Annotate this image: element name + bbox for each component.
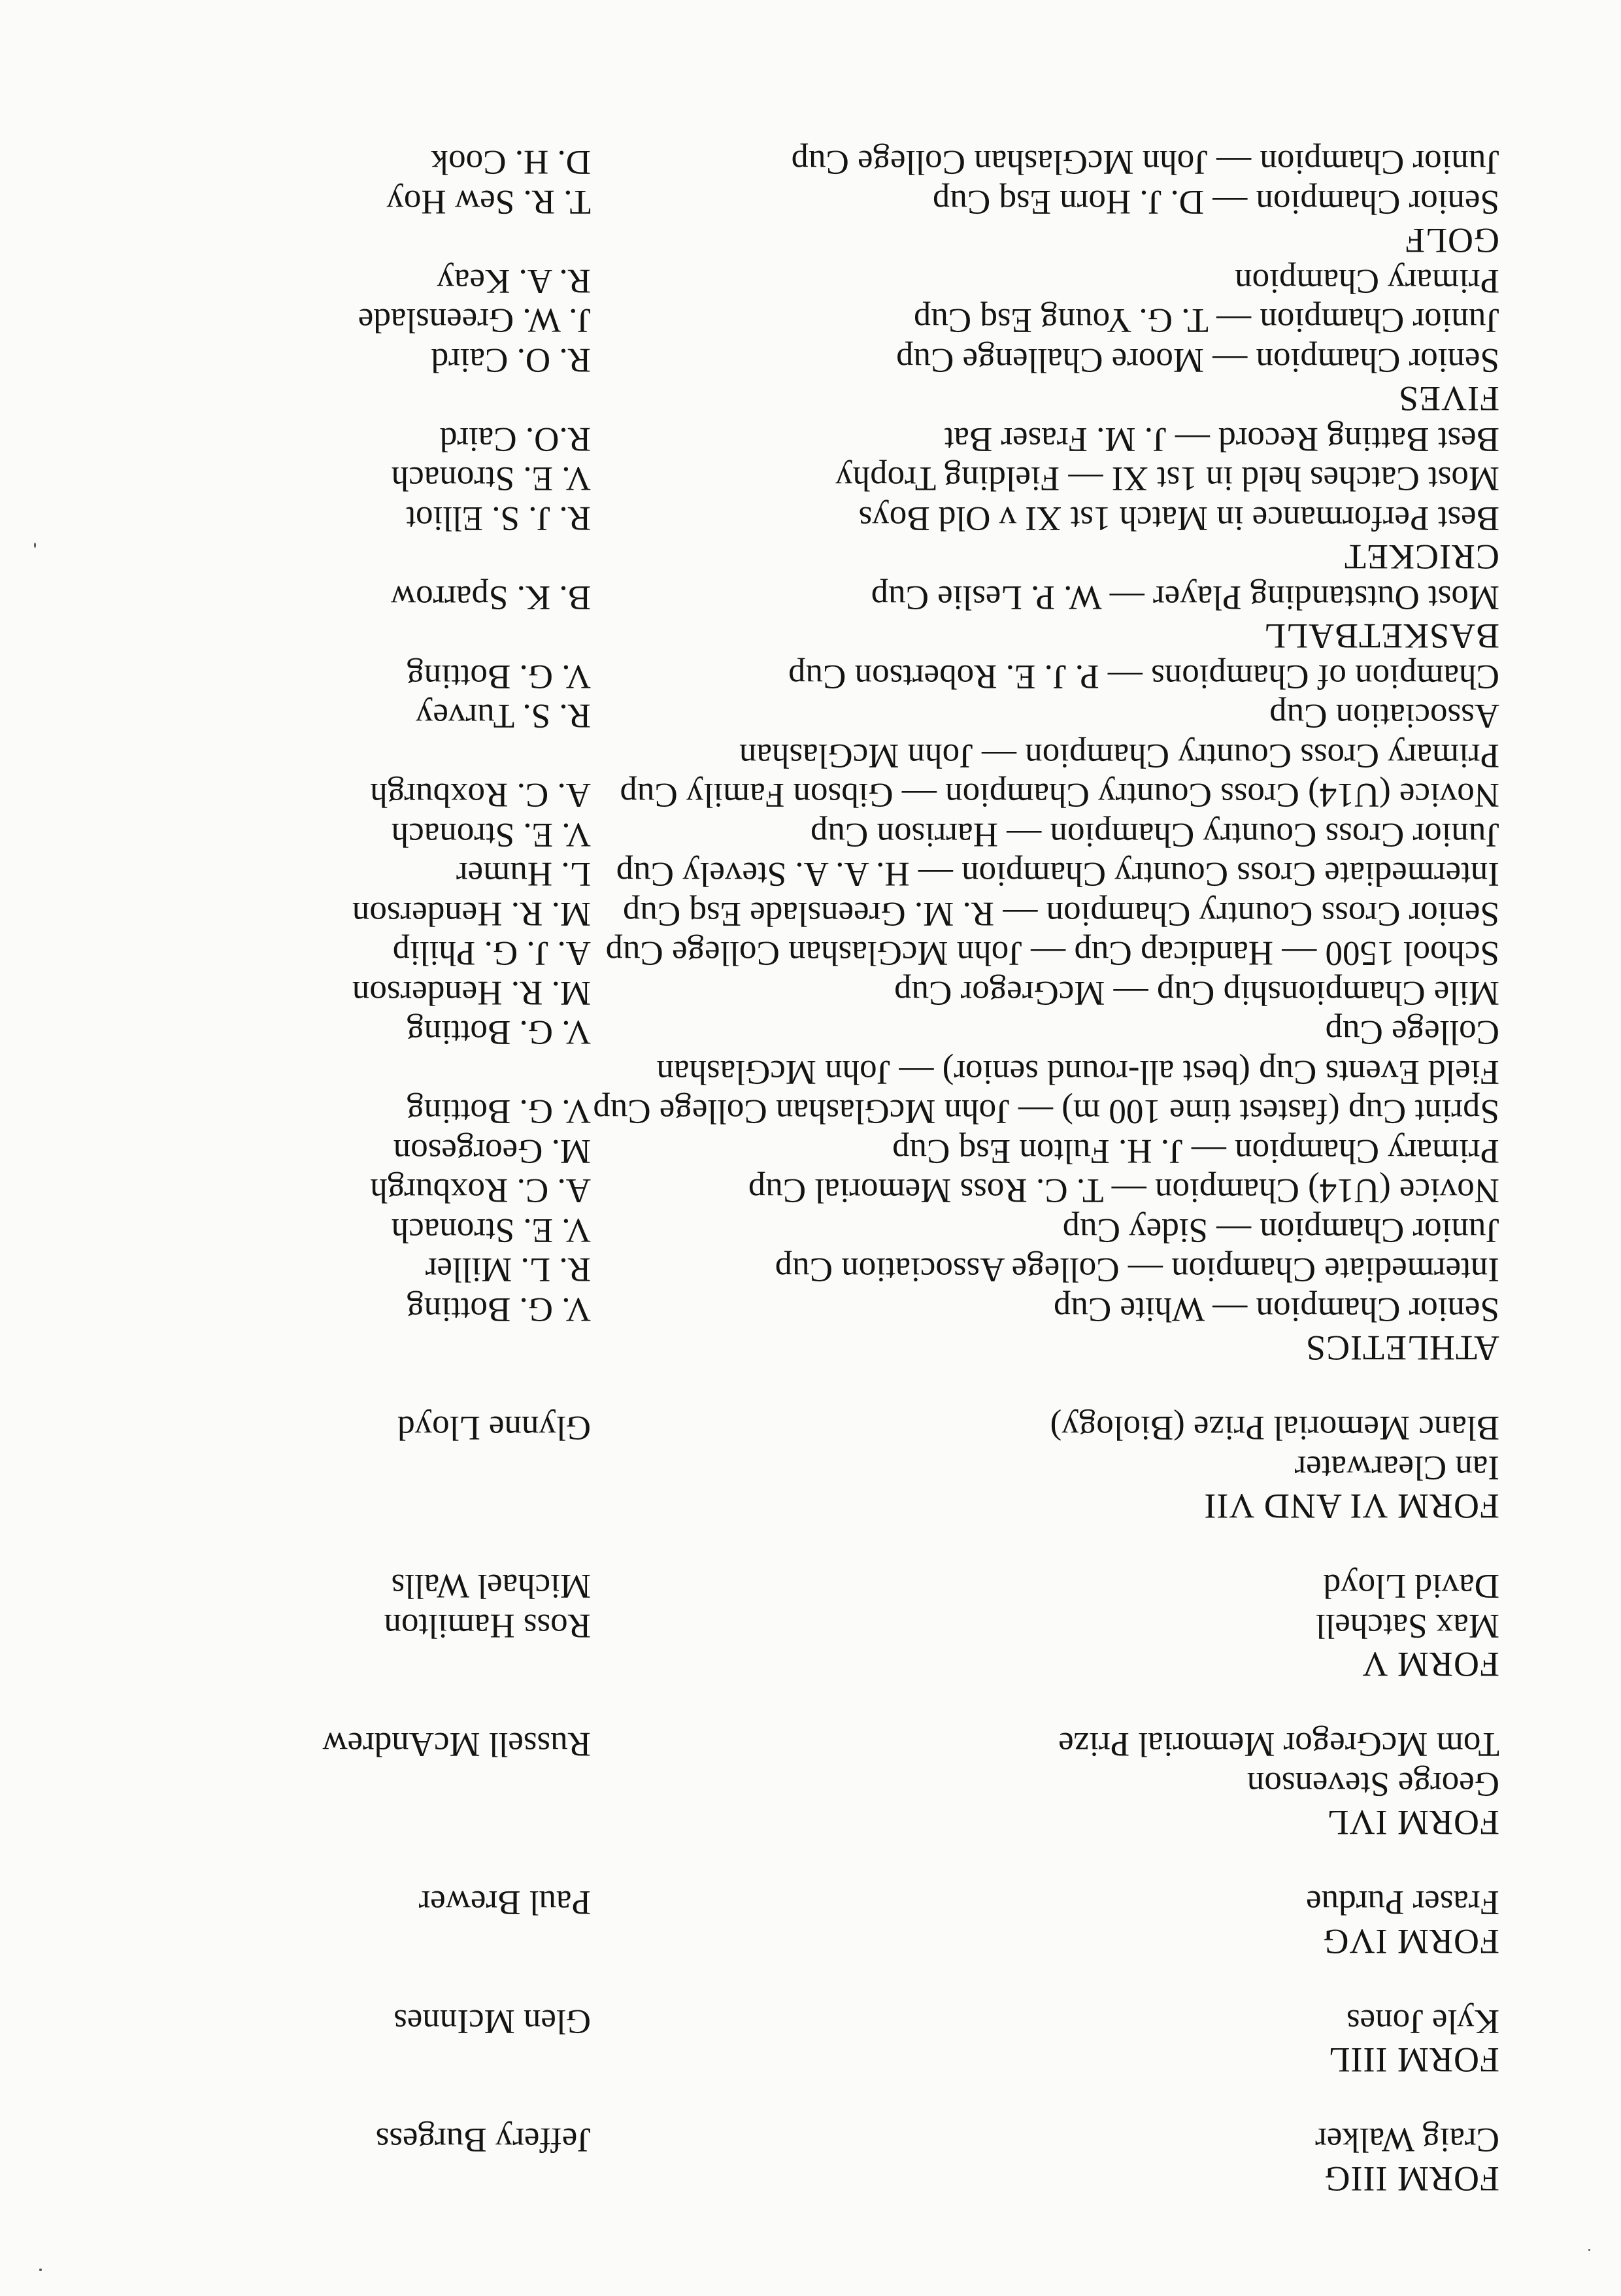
award-title: Primary Cross Country Champion — John McGlashan bbox=[739, 737, 1499, 775]
section-heading-form-ivg: FORM IVG bbox=[1322, 1922, 1499, 1961]
award-row bbox=[140, 499, 1499, 539]
award-row bbox=[140, 2120, 1499, 2160]
recipient-name: R. J. S. Elliot bbox=[406, 499, 591, 537]
award-title: Champion of Champions — P. J. E. Robertson Cup bbox=[788, 658, 1499, 696]
spacer bbox=[140, 1844, 1499, 1883]
recipient-name: Ross Hamilton bbox=[384, 1607, 591, 1645]
spacer bbox=[140, 2081, 1499, 2121]
award-row bbox=[140, 854, 1499, 894]
recipient-name: R. S. Turvey bbox=[415, 697, 591, 735]
recipient-name: L. Humer bbox=[456, 855, 591, 894]
recipient-name: D. H. Cook bbox=[431, 143, 591, 182]
recipient-name: R.O. Caird bbox=[439, 420, 591, 458]
recipient-name: Glen McInnes bbox=[393, 2002, 591, 2040]
recipient-name: R. A. Keay bbox=[437, 262, 591, 300]
section-heading-fives: FIVES bbox=[1397, 379, 1499, 419]
award-title: Max Satchell bbox=[1315, 1607, 1499, 1645]
recipient-name: M. Georgeson bbox=[393, 1132, 591, 1170]
section-heading-form-ivl: FORM IVL bbox=[1326, 1803, 1499, 1843]
recipient-name: M. R. Henderson bbox=[352, 895, 591, 933]
section-heading-cricket: CRICKET bbox=[1343, 537, 1499, 577]
recipient-name: V. E. Stronach bbox=[391, 460, 591, 498]
recipient-name: A. C. Roxburgh bbox=[370, 776, 591, 815]
award-title: Junior Champion — Sidey Cup bbox=[1062, 1211, 1499, 1249]
award-title: College Cup bbox=[1325, 1013, 1499, 1052]
award-title: Junior Champion — T. G. Young Esq Cup bbox=[913, 301, 1499, 340]
award-title: Junior Cross Country Champion — Harrison Cup bbox=[810, 816, 1499, 854]
award-title: Most Catches held in 1st XI — Fielding Trophy bbox=[835, 460, 1499, 498]
recipient-name: T. R. Sew Hoy bbox=[386, 183, 591, 221]
award-row bbox=[140, 1132, 1499, 1172]
award-title: Kyle Jones bbox=[1346, 2002, 1499, 2040]
award-row bbox=[140, 775, 1499, 815]
award-title: Craig Walker bbox=[1315, 2121, 1499, 2159]
award-row bbox=[140, 1566, 1499, 1606]
award-row bbox=[140, 1013, 1499, 1053]
award-row bbox=[140, 657, 1499, 697]
award-row bbox=[140, 143, 1499, 182]
award-title: Intermediate Champion — College Association Cup bbox=[775, 1251, 1499, 1289]
award-title: Ian Clearwater bbox=[1294, 1449, 1499, 1487]
recipient-name: R. O. Caird bbox=[431, 341, 591, 379]
award-row bbox=[140, 1171, 1499, 1211]
award-row bbox=[140, 1764, 1499, 1804]
award-row bbox=[140, 459, 1499, 499]
award-title: Senior Cross Country Champion — R. M. Greenslade Esq Cup bbox=[622, 895, 1499, 933]
award-title: Junior Champion — John McGlashan College Cup bbox=[791, 143, 1499, 182]
award-row bbox=[140, 578, 1499, 618]
recipient-name: B. K. Sparrow bbox=[390, 579, 591, 616]
scan-speck bbox=[34, 543, 36, 548]
award-row bbox=[140, 1448, 1499, 1488]
recipient-name: J. W. Greenslade bbox=[358, 301, 591, 340]
recipient-name: V. G. Botting bbox=[407, 1092, 591, 1131]
award-title: Blanc Memorial Prize (Biology) bbox=[1050, 1409, 1499, 1447]
recipient-name: A. J. G. Philip bbox=[392, 934, 591, 973]
award-title: Sprint Cup (fastest time 100 m) — John McGlashan College Cup bbox=[593, 1092, 1499, 1131]
section-heading-golf: GOLF bbox=[1404, 221, 1499, 261]
award-row bbox=[140, 1606, 1499, 1646]
award-title: Senior Champion — Moore Challenge Cup bbox=[896, 341, 1499, 379]
award-title: Novice (U14) Champion — T. C. Ross Memorial Cup bbox=[748, 1172, 1499, 1210]
recipient-name: Michael Walls bbox=[391, 1567, 591, 1606]
section-heading-form-iiil: FORM IIIL bbox=[1328, 2040, 1499, 2080]
awards-list bbox=[140, 143, 1499, 2199]
section-heading-form-iiig: FORM IIIG bbox=[1324, 2159, 1499, 2199]
spacer bbox=[140, 1369, 1499, 1409]
recipient-name: R. L. Miller bbox=[425, 1251, 591, 1289]
award-row bbox=[140, 341, 1499, 380]
award-title: Mile Championship Cup — McGregor Cup bbox=[894, 974, 1499, 1012]
section-heading-form-v: FORM V bbox=[1362, 1645, 1499, 1685]
award-title: Fraser Purdue bbox=[1306, 1883, 1499, 1922]
recipient-name: V. E. Stronach bbox=[391, 1211, 591, 1249]
award-row bbox=[140, 2002, 1499, 2042]
recipient-name: M. R. Henderson bbox=[352, 974, 591, 1012]
award-row bbox=[140, 815, 1499, 855]
award-title: David Lloyd bbox=[1323, 1567, 1499, 1606]
award-row bbox=[140, 420, 1499, 460]
award-row bbox=[140, 1290, 1499, 1330]
award-row bbox=[140, 262, 1499, 301]
award-title: Association Cup bbox=[1269, 697, 1499, 735]
award-row bbox=[140, 301, 1499, 341]
award-row bbox=[140, 1250, 1499, 1290]
award-title: George Stevenson bbox=[1246, 1765, 1499, 1803]
award-title: Intermediate Cross Country Champion — H. A. A. Stevely Cup bbox=[616, 855, 1499, 894]
award-title: Novice (U14) Cross Country Champion — Gibson Family Cup bbox=[620, 776, 1499, 815]
spacer bbox=[140, 1527, 1499, 1567]
spacer bbox=[140, 1685, 1499, 1725]
recipient-name: Russell McAndrew bbox=[322, 1725, 591, 1764]
award-title: Senior Champion — D. J. Horn Esq Cup bbox=[932, 183, 1499, 221]
award-row bbox=[140, 894, 1499, 934]
award-title: Senior Champion — White Cup bbox=[1053, 1291, 1499, 1328]
recipient-name: V. E. Stronach bbox=[391, 816, 591, 854]
recipient-name: V. G. Botting bbox=[407, 658, 591, 696]
award-row bbox=[140, 1053, 1499, 1092]
award-row bbox=[140, 182, 1499, 222]
section-heading-basketball: BASKETBALL bbox=[1263, 616, 1499, 656]
award-row bbox=[140, 934, 1499, 973]
award-row bbox=[140, 973, 1499, 1013]
recipient-name: Jeffery Burgess bbox=[375, 2121, 591, 2159]
recipient-name: Paul Brewer bbox=[418, 1883, 591, 1922]
award-row bbox=[140, 1883, 1499, 1923]
award-row bbox=[140, 696, 1499, 736]
award-row bbox=[140, 736, 1499, 776]
award-title: Field Events Cup (best all-round senior) — John McGlashan bbox=[656, 1053, 1499, 1091]
award-title: Primary Champion bbox=[1235, 262, 1499, 300]
recipient-name: A. C. Roxburgh bbox=[370, 1172, 591, 1210]
award-title: School 1500 — Handicap Cup — John McGlashan College Cup bbox=[605, 934, 1499, 973]
scan-speck bbox=[39, 2269, 42, 2271]
award-row bbox=[140, 1408, 1499, 1448]
recipient-name: V. G. Botting bbox=[407, 1291, 591, 1328]
award-title: Most Outstanding Player — W. P. Leslie Cup bbox=[871, 579, 1499, 616]
scan-speck bbox=[1588, 2249, 1590, 2251]
award-title: Best Batting Record — J. M. Fraser Bat bbox=[944, 420, 1499, 458]
recipient-name: Glynne Lloyd bbox=[397, 1409, 591, 1447]
award-row bbox=[140, 1725, 1499, 1764]
recipient-name: V. G. Botting bbox=[407, 1013, 591, 1052]
award-row bbox=[140, 1211, 1499, 1251]
section-heading-athletics: ATHLETICS bbox=[1305, 1328, 1499, 1368]
award-row bbox=[140, 1092, 1499, 1132]
award-title: Tom McGregor Memorial Prize bbox=[1058, 1725, 1499, 1764]
award-title: Primary Champion — J. H. Fulton Esq Cup bbox=[892, 1132, 1499, 1170]
section-heading-form-vi-vii: FORM VI AND VII bbox=[1203, 1487, 1499, 1527]
spacer bbox=[140, 1962, 1499, 2002]
award-title: Best Performance in Match 1st XI v Old Boys bbox=[858, 499, 1499, 537]
